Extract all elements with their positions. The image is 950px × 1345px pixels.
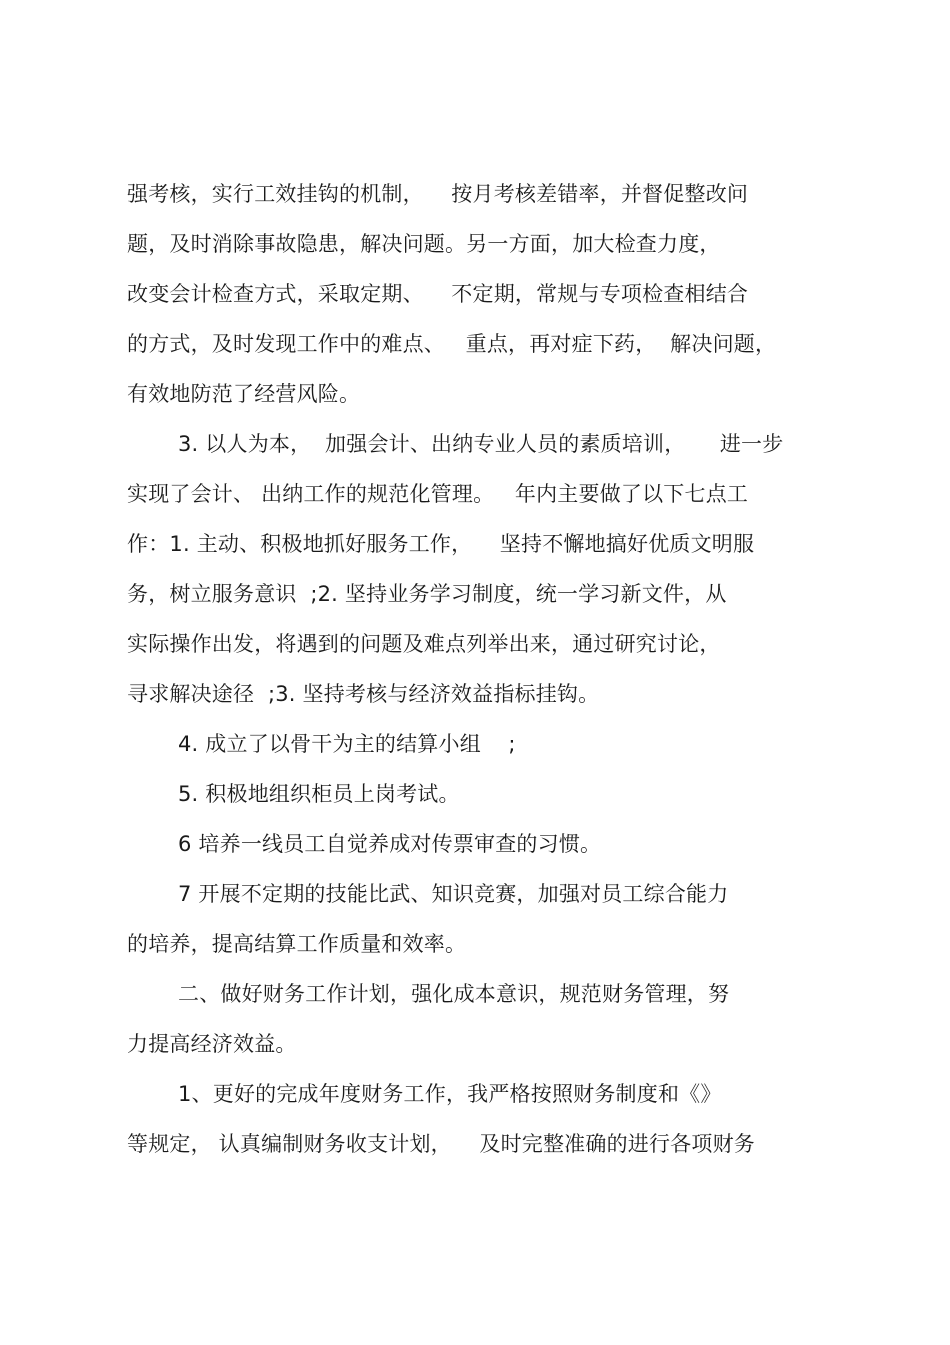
text-line: 强考核，实行工效挂钩的机制， 按月考核差错率，并督促整改问 [127, 182, 749, 206]
text-line: 题，及时消除事故隐患，解决问题。另一方面，加大检查力度， [127, 232, 721, 256]
text-line: 改变会计检查方式，采取定期、 不定期，常规与专项检查相结合 [127, 282, 749, 306]
text-line: 3. 以人为本， 加强会计、出纳专业人员的素质培训， 进一步 [178, 432, 784, 456]
text-line: 6 培养一线员工自觉养成对传票审查的习惯。 [178, 832, 602, 856]
text-line: 有效地防范了经营风险。 [127, 382, 361, 406]
text-line: 寻求解决途径 ;3. 坚持考核与经济效益指标挂钩。 [127, 682, 600, 706]
text-line: 务，树立服务意识 ;2. 坚持业务学习制度，统一学习新文件，从 [127, 582, 727, 606]
text-line: 1、更好的完成年度财务工作，我严格按照财务制度和《》 [178, 1082, 722, 1106]
text-line: 7 开展不定期的技能比武、知识竞赛，加强对员工综合能力 [178, 882, 729, 906]
text-line: 的培养，提高结算工作质量和效率。 [127, 932, 467, 956]
text-line: 作：1. 主动、积极地抓好服务工作， 坚持不懈地搞好优质文明服 [127, 532, 755, 556]
text-line: 实现了会计、 出纳工作的规范化管理。 年内主要做了以下七点工 [127, 482, 749, 506]
text-line: 等规定， 认真编制财务收支计划， 及时完整准确的进行各项财务 [127, 1132, 755, 1156]
text-line: 4. 成立了以骨干为主的结算小组 ; [178, 732, 516, 756]
text-line: 二、做好财务工作计划，强化成本意识，规范财务管理，努 [178, 982, 730, 1006]
text-line: 实际操作出发，将遇到的问题及难点列举出来，通过研究讨论， [127, 632, 721, 656]
text-line: 力提高经济效益。 [127, 1032, 297, 1056]
text-line: 5. 积极地组织柜员上岗考试。 [178, 782, 460, 806]
text-line: 的方式，及时发现工作中的难点、 重点，再对症下药， 解决问题， [127, 332, 777, 356]
